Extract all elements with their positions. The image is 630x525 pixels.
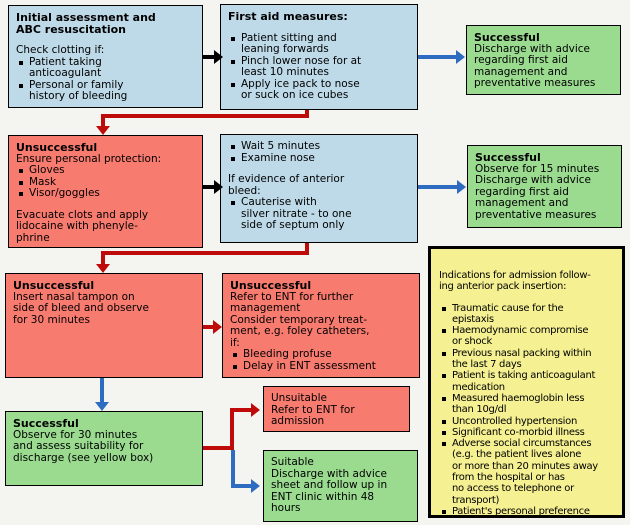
text-line: Cauterise with [228, 197, 413, 209]
text-line: Pinch lower nose for at [228, 56, 413, 68]
text-line: preventative measures [474, 77, 596, 89]
text-line: Significant co-morbid illness [439, 427, 619, 438]
bullet-icon [442, 374, 446, 378]
text-line: Discharge with advice [271, 467, 388, 480]
text-line: Unsuccessful [13, 279, 95, 292]
arrowhead-down-icon [96, 126, 110, 135]
text-line: the last 7 days [452, 359, 522, 371]
text-line: Wait 5 minutes [228, 141, 413, 153]
text-line: Bleeding profuse [230, 349, 415, 361]
text-line: preventative measures [475, 208, 597, 221]
arrow-segment [101, 255, 105, 264]
box-successful-observe-15 [467, 145, 622, 228]
text-line: anticoagulant [29, 67, 102, 79]
bullet-icon [233, 365, 237, 369]
bullet-icon [19, 181, 23, 185]
text-line: or suck on ice cubes [241, 89, 349, 101]
arrowhead-right-icon [213, 320, 222, 334]
box-suitable-discharge [263, 450, 418, 522]
box-unsuccessful-refer-ent [222, 273, 420, 378]
text-line: Ensure personal protection: [16, 152, 162, 165]
text-line: medication [452, 381, 505, 393]
text-line: Suitable [271, 456, 314, 468]
text-line: silver nitrate - to one [241, 207, 352, 220]
bullet-icon [231, 60, 235, 64]
blank-line [228, 23, 413, 33]
text-line: Discharge with advice [475, 174, 592, 186]
bullet-icon [442, 352, 446, 356]
text-line: sheet and follow up in [271, 479, 388, 491]
text-line: Unsuccessful [230, 279, 312, 292]
text-line: hours [271, 502, 301, 514]
bullet-icon [19, 192, 23, 196]
text-line: Refer to ENT for [271, 403, 355, 416]
box-initial-assessment [8, 5, 203, 108]
text-line: discharge (see yellow box) [13, 451, 154, 464]
blank-line [16, 200, 198, 210]
arrow-segment [101, 251, 309, 255]
bullet-icon [442, 329, 446, 333]
text-line: leaning forwards [241, 43, 329, 55]
text-line: epistaxis [452, 313, 494, 325]
arrowhead-down-icon [96, 264, 110, 273]
arrowhead-right-icon [214, 50, 223, 64]
text-line: from the hospital or has [452, 472, 565, 484]
arrow-segment [100, 378, 104, 402]
text-line: if: [230, 336, 240, 349]
text-line: management and [475, 197, 569, 209]
box-unsuccessful-tampon [5, 273, 203, 378]
text-line: Examine nose [228, 153, 413, 165]
bullet-icon [231, 145, 235, 149]
text-line: phrine [16, 231, 50, 244]
bullet-icon [442, 397, 446, 401]
text-line: Gloves [16, 165, 198, 177]
arrow-segment [418, 185, 457, 189]
text-line: no access to telephone or [452, 483, 574, 495]
bullet-icon [442, 510, 446, 514]
text-line: Observe for 15 minutes [475, 162, 600, 175]
box-first-aid-measures [220, 4, 418, 110]
text-line: transport) [452, 494, 500, 506]
text-line: Check clotting if: [16, 44, 105, 56]
bullet-icon [442, 420, 446, 424]
text-line: admission [271, 415, 325, 427]
text-line: least 10 minutes [241, 66, 329, 78]
text-line: ment, e.g. foley catheters, [230, 325, 370, 337]
text-line: Previous nasal packing within [439, 348, 619, 359]
text-line: Adverse social circumstances [439, 438, 619, 449]
text-line: than 10g/dl [452, 404, 507, 416]
text-line: bleed: [228, 184, 261, 197]
text-line: Patient is taking anticoagulant [439, 370, 619, 381]
text-line: Personal or family [16, 80, 198, 92]
bullet-icon [442, 442, 446, 446]
arrow-segment [418, 55, 456, 59]
text-line: ABC resuscitation [16, 22, 126, 36]
box-examine-nose [220, 134, 418, 243]
text-line: Delay in ENT assessment [230, 361, 415, 373]
arrow-segment [101, 114, 309, 118]
text-line: Insert nasal tampon on [13, 290, 135, 303]
text-line: Indications for admission follow- [439, 270, 591, 281]
text-line: Initial assessment and [16, 11, 156, 24]
text-line: Measured haemoglobin less [439, 393, 619, 404]
arrowhead-right-icon [456, 50, 465, 64]
text-line: regarding first aid [474, 54, 568, 66]
text-line: Mask [16, 177, 198, 189]
text-line: First aid measures: [228, 10, 348, 23]
box-successful-discharge [466, 25, 621, 95]
arrow-segment [231, 450, 235, 488]
arrow-segment [101, 118, 105, 126]
text-line: Successful [475, 151, 541, 164]
box-successful-observe-30 [5, 411, 203, 486]
bullet-icon [442, 431, 446, 435]
text-line: Observe for 30 minutes [13, 428, 138, 441]
text-line: Refer to ENT for further [230, 290, 354, 303]
text-line: Visor/goggles [16, 188, 198, 200]
text-line: side of bleed and observe [13, 302, 149, 314]
text-line: Unsuitable [271, 392, 327, 404]
bullet-icon [231, 83, 235, 87]
arrow-segment [234, 408, 252, 412]
box-admission-indications [428, 246, 625, 518]
text-line: Patient taking [16, 57, 198, 69]
text-line: or shock [452, 336, 492, 348]
text-line: management [230, 302, 301, 314]
arrow-segment [231, 484, 252, 488]
bullet-icon [233, 353, 237, 357]
text-line: Consider temporary treat- [230, 313, 368, 326]
text-line: side of septum only [241, 219, 345, 231]
arrowhead-right-icon [214, 180, 223, 194]
arrowhead-right-icon [457, 180, 466, 194]
text-line: Discharge with advice [474, 42, 591, 55]
text-line: lidocaine with phenyle- [16, 220, 138, 232]
text-line: Unsuccessful [16, 141, 98, 154]
text-line: If evidence of anterior [228, 173, 345, 185]
arrowhead-down-icon [95, 402, 109, 411]
bullet-icon [19, 61, 23, 65]
text-line: and assess suitability for [13, 440, 144, 452]
box-unsuccessful-protection [8, 135, 203, 248]
bullet-icon [19, 84, 23, 88]
bullet-icon [19, 169, 23, 173]
text-line: history of bleeding [29, 90, 128, 102]
bullet-icon [442, 307, 446, 311]
box-unsuitable-admission [263, 386, 410, 432]
text-line: regarding first aid [475, 185, 569, 198]
arrowhead-right-icon [251, 479, 260, 493]
text-line: ing anterior pack insertion: [439, 281, 567, 293]
text-line: for 30 minutes [13, 313, 90, 326]
arrow-segment [230, 408, 234, 450]
text-line: Patient sitting and [228, 33, 413, 45]
text-line: Patient's personal preference [439, 506, 619, 517]
bullet-icon [231, 201, 235, 205]
bullet-icon [231, 37, 235, 41]
arrowhead-right-icon [251, 403, 260, 417]
text-line: (e.g. the patient lives alone [452, 449, 582, 461]
text-line: Successful [13, 417, 79, 430]
text-line: Uncontrolled hypertension [439, 416, 619, 427]
text-line: Traumatic cause for the [439, 303, 619, 314]
text-line: or more than 20 minutes away [452, 460, 598, 472]
text-line: Successful [474, 31, 540, 44]
text-line: management and [474, 65, 568, 78]
text-line: Haemodynamic compromise [439, 325, 619, 336]
blank-line [439, 293, 619, 303]
text-line: ENT clinic within 48 [271, 490, 375, 503]
text-line: Evacuate clots and apply [16, 208, 149, 221]
text-line: Apply ice pack to nose [228, 79, 413, 91]
bullet-icon [231, 157, 235, 161]
